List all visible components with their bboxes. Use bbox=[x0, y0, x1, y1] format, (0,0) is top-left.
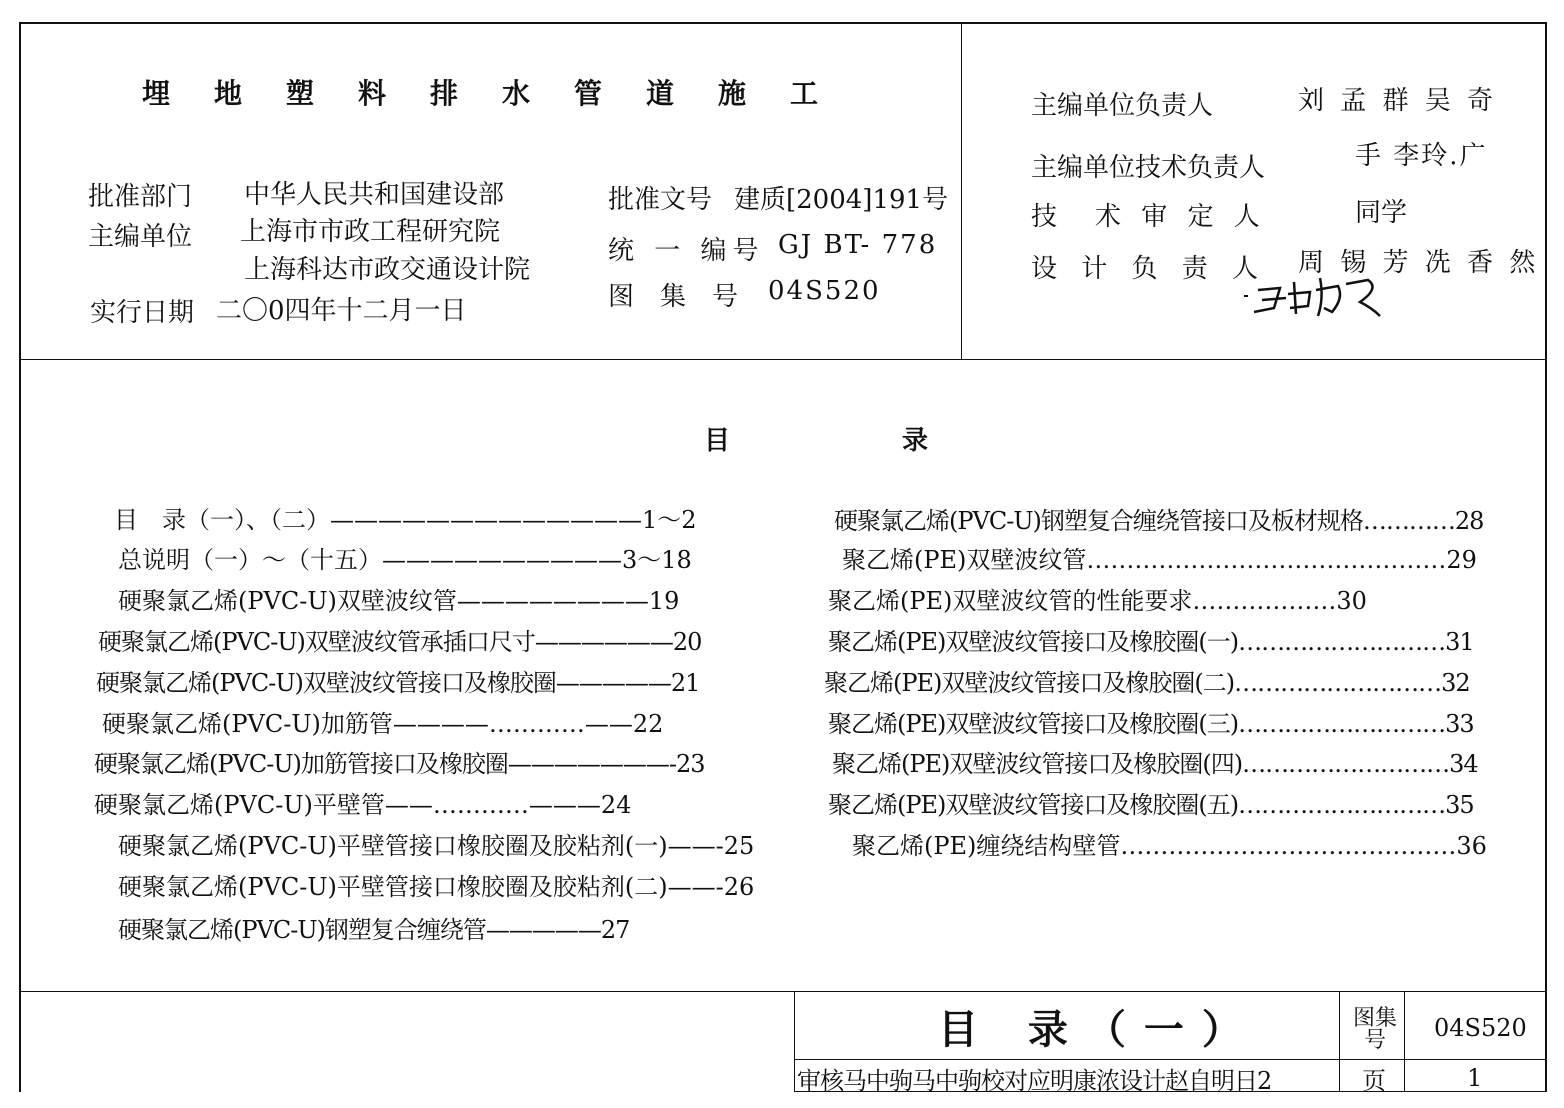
reviewer-label: 技 术 审 定 人 bbox=[1031, 202, 1266, 232]
toc-left-item-8[interactable]: 硬聚氯乙烯(PVC-U)平壁管——…………———24 bbox=[94, 791, 632, 819]
atlas-no-label: 图 集 号 bbox=[608, 282, 739, 312]
toc-right-item-7[interactable]: 聚乙烯(PE)双壁波纹管接口及橡胶圈(四)………………………34 bbox=[832, 750, 1478, 778]
reviewer-value: 同学 bbox=[1355, 198, 1408, 228]
toc-right-item-3[interactable]: 聚乙烯(PE)双壁波纹管的性能要求………………30 bbox=[828, 587, 1367, 615]
toc-left-item-4[interactable]: 硬聚氯乙烯(PVC-U)双壁波纹管承插口尺寸——————20 bbox=[98, 628, 702, 656]
toc-left-item-7[interactable]: 硬聚氯乙烯(PVC-U)加筋管接口及橡胶圈———————-23 bbox=[94, 750, 705, 778]
toc-right-item-4[interactable]: 聚乙烯(PE)双壁波纹管接口及橡胶圈(一)………………………31 bbox=[828, 628, 1474, 656]
unified-no-label: 统 一 编号 bbox=[608, 236, 765, 266]
tech-chief-value: 手 李玲.广 bbox=[1355, 141, 1488, 171]
editor-label: 主编单位 bbox=[88, 222, 193, 252]
designer-label: 设 计 负 责 人 bbox=[1031, 254, 1267, 284]
toc-right-item-1[interactable]: 硬聚氯乙烯(PVC-U)钢塑复合缠绕管接口及板材规格…………28 bbox=[834, 507, 1484, 535]
atlas-label: 图集号 bbox=[1352, 1006, 1397, 1053]
toc-title-char-1: 目 bbox=[704, 426, 731, 456]
toc-left-item-11[interactable]: 硬聚氯乙烯(PVC-U)钢塑复合缠绕管—————27 bbox=[118, 916, 630, 944]
header-divider bbox=[19, 359, 1547, 360]
toc-left-item-10[interactable]: 硬聚氯乙烯(PVC-U)平壁管接口橡胶圈及胶粘剂(二)——-26 bbox=[118, 873, 755, 901]
effective-label: 实行日期 bbox=[90, 298, 195, 328]
signature-image bbox=[1240, 268, 1390, 322]
toc-left-item-5[interactable]: 硬聚氯乙烯(PVC-U)双壁波纹管接口及橡胶圈—————21 bbox=[96, 669, 700, 697]
page-label: 页 bbox=[1362, 1067, 1386, 1095]
toc-left-item-3[interactable]: 硬聚氯乙烯(PVC-U)双壁波纹管————————19 bbox=[118, 587, 680, 615]
editor-1: 上海市市政工程研究院 bbox=[240, 217, 501, 247]
effective-date: 二〇0四年十二月一日 bbox=[216, 296, 467, 326]
toc-right-item-5[interactable]: 聚乙烯(PE)双壁波纹管接口及橡胶圈(二)………………………32 bbox=[824, 669, 1470, 697]
toc-left-item-2[interactable]: 总说明（一）～（十五）——————————3～18 bbox=[118, 546, 692, 574]
atlas-value: 04S520 bbox=[1434, 1014, 1527, 1042]
atlas-no: 04S520 bbox=[768, 276, 881, 306]
toc-title-char-2: 录 bbox=[902, 426, 929, 456]
atlas-label-cell bbox=[1350, 1008, 1400, 1052]
toc-right-item-8[interactable]: 聚乙烯(PE)双壁波纹管接口及橡胶圈(五)………………………35 bbox=[828, 791, 1474, 819]
header-vertical-divider bbox=[961, 22, 962, 359]
atlas-title: 埋地塑料排水管道施工 bbox=[142, 77, 863, 110]
titleblock-col2-line bbox=[1339, 991, 1340, 1092]
approval-dept: 中华人民共和国建设部 bbox=[244, 180, 505, 210]
chief-editor-value: 刘 孟 群 吴 奇 bbox=[1298, 86, 1498, 116]
designer-value: 周 锡 芳 冼 香 然 bbox=[1298, 248, 1540, 278]
toc-right-item-2[interactable]: 聚乙烯(PE)双壁波纹管………………………………………29 bbox=[842, 546, 1477, 574]
page-value: 1 bbox=[1467, 1064, 1483, 1092]
titleblock-col3-line bbox=[1404, 991, 1405, 1092]
titleblock-top-line bbox=[19, 991, 1547, 992]
unified-no: GJ BT- 778 bbox=[778, 230, 938, 260]
titleblock-left-line bbox=[794, 991, 795, 1092]
approval-dept-label: 批准部门 bbox=[88, 182, 193, 212]
editor-2: 上海科达市政交通设计院 bbox=[244, 255, 531, 285]
tech-chief-label: 主编单位技术负责人 bbox=[1031, 153, 1266, 183]
toc-left-item-6[interactable]: 硬聚氯乙烯(PVC-U)加筋管————…………——22 bbox=[102, 710, 664, 738]
review-line: 审核马中驹马中驹校对应明康浓设计赵自明日2 bbox=[797, 1067, 1272, 1095]
chief-editor-label: 主编单位负责人 bbox=[1031, 91, 1214, 121]
titleblock-mid-line bbox=[794, 1059, 1547, 1060]
toc-left-item-9[interactable]: 硬聚氯乙烯(PVC-U)平壁管接口橡胶圈及胶粘剂(一)——-25 bbox=[118, 832, 755, 860]
sheet-title: 目 录（一） bbox=[938, 1006, 1260, 1053]
toc-right-item-9[interactable]: 聚乙烯(PE)缠绕结构壁管……………………………………36 bbox=[852, 832, 1487, 860]
approval-no-label: 批准文号 bbox=[608, 185, 713, 215]
approval-no: 建质[2004]191号 bbox=[734, 185, 949, 215]
toc-left-item-1[interactable]: 目 录（一）、（二）—————————————1～2 bbox=[114, 506, 697, 534]
toc-right-item-6[interactable]: 聚乙烯(PE)双壁波纹管接口及橡胶圈(三)………………………33 bbox=[828, 710, 1474, 738]
